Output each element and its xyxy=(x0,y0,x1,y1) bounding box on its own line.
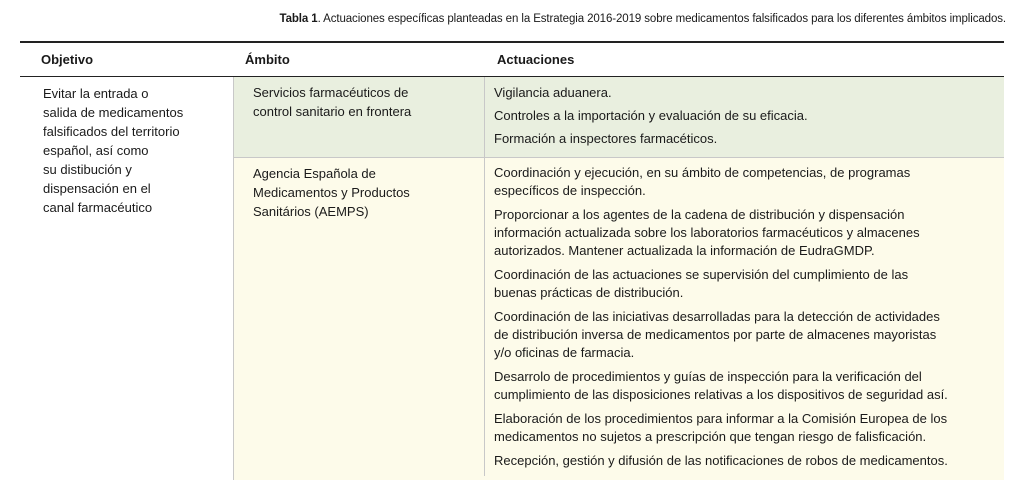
actuacion-line: Coordinación y ejecución, en su ámbito de competencias, de programas xyxy=(494,165,911,180)
table-row-aemps xyxy=(233,157,1004,476)
objetivo-cell xyxy=(20,77,226,480)
actuacion-line: Vigilancia aduanera. xyxy=(494,85,612,100)
table-header-row xyxy=(20,43,1004,77)
actuaciones-cell xyxy=(485,158,1004,476)
actuacion-line: medicamentos no sujetos a prescripción que tengan riesgo de falisficación. xyxy=(494,429,927,444)
actuacion-item xyxy=(489,107,996,125)
objetivo-line: español, así como xyxy=(43,143,149,158)
ambito-line: Servicios farmacéuticos de xyxy=(253,85,409,100)
table-body xyxy=(20,77,1004,480)
actuacion-line: Recepción, gestión y difusión de las notificaciones de robos de medicamentos. xyxy=(494,453,948,468)
actuacion-item xyxy=(489,308,996,362)
caption-text: . Actuaciones específicas planteadas en la Estrategia 2016-2019 sobre medicamentos falsificados para los diferentes ámbitos implicados. xyxy=(317,13,1006,25)
actuacion-line: Controles a la importación y evaluación de su eficacia. xyxy=(494,108,808,123)
actuacion-line: autorizados. Mantener actualizada la información de EudraGMDP. xyxy=(494,243,875,258)
actuacion-line: Desarrolo de procedimientos y guías de inspección para la verificación del xyxy=(494,369,922,384)
ambito-cell xyxy=(234,77,485,157)
table-row-frontera xyxy=(233,77,1004,157)
header-ambito: Ámbito xyxy=(245,52,290,67)
strategy-table xyxy=(20,41,1004,480)
actuacion-item xyxy=(489,164,996,200)
header-objetivo: Objetivo xyxy=(41,52,94,67)
objetivo-line: Evitar la entrada o xyxy=(43,86,149,101)
objetivo-line: dispensación en el xyxy=(43,181,151,196)
ambito-actuaciones-area xyxy=(233,77,1004,480)
table-caption xyxy=(280,13,1006,25)
actuacion-line: información actualizada sobre los laboratorios farmacéuticos y almacenes xyxy=(494,225,920,240)
actuacion-line: Coordinación de las iniciativas desarrolladas para la detección de actividades xyxy=(494,309,940,324)
actuacion-item xyxy=(489,130,996,148)
actuacion-item xyxy=(489,266,996,302)
actuacion-item xyxy=(489,410,996,446)
actuacion-line: y/o oficinas de farmacia. xyxy=(494,345,635,360)
actuacion-line: Coordinación de las actuaciones se supervisión del cumplimiento de las xyxy=(494,267,909,282)
actuacion-line: Elaboración de los procedimientos para informar a la Comisión Europea de los xyxy=(494,411,948,426)
objetivo-line: salida de medicamentos xyxy=(43,105,184,120)
actuacion-line: Formación a inspectores farmacéticos. xyxy=(494,131,718,146)
actuacion-line: específicos de inspección. xyxy=(494,183,646,198)
ambito-line: control sanitario en frontera xyxy=(253,104,412,119)
actuacion-line: de distribución inversa de medicamentos por parte de almacenes mayoristas xyxy=(494,327,937,342)
objetivo-line: canal farmacéutico xyxy=(43,200,153,215)
ambito-line: Agencia Española de xyxy=(253,166,376,181)
actuacion-item xyxy=(489,452,996,470)
ambito-cell xyxy=(234,158,485,476)
actuacion-item xyxy=(489,206,996,260)
actuaciones-cell xyxy=(485,77,1004,157)
ambito-line: Medicamentos y Productos xyxy=(253,185,410,200)
caption-label: Tabla 1 xyxy=(279,13,318,25)
actuacion-item xyxy=(489,84,996,102)
table-bottom-edge xyxy=(233,476,1004,480)
ambito-line: Sanitários (AEMPS) xyxy=(253,204,369,219)
actuacion-line: buenas prácticas de distribución. xyxy=(494,285,684,300)
actuacion-line: cumplimiento de las disposiciones relativas a los dispositivos de seguridad así. xyxy=(494,387,948,402)
objetivo-line: su distibución y xyxy=(43,162,132,177)
objetivo-line: falsificados del territorio xyxy=(43,124,180,139)
actuacion-line: Proporcionar a los agentes de la cadena de distribución y dispensación xyxy=(494,207,905,222)
actuacion-item xyxy=(489,368,996,404)
header-actuaciones: Actuaciones xyxy=(497,52,575,67)
